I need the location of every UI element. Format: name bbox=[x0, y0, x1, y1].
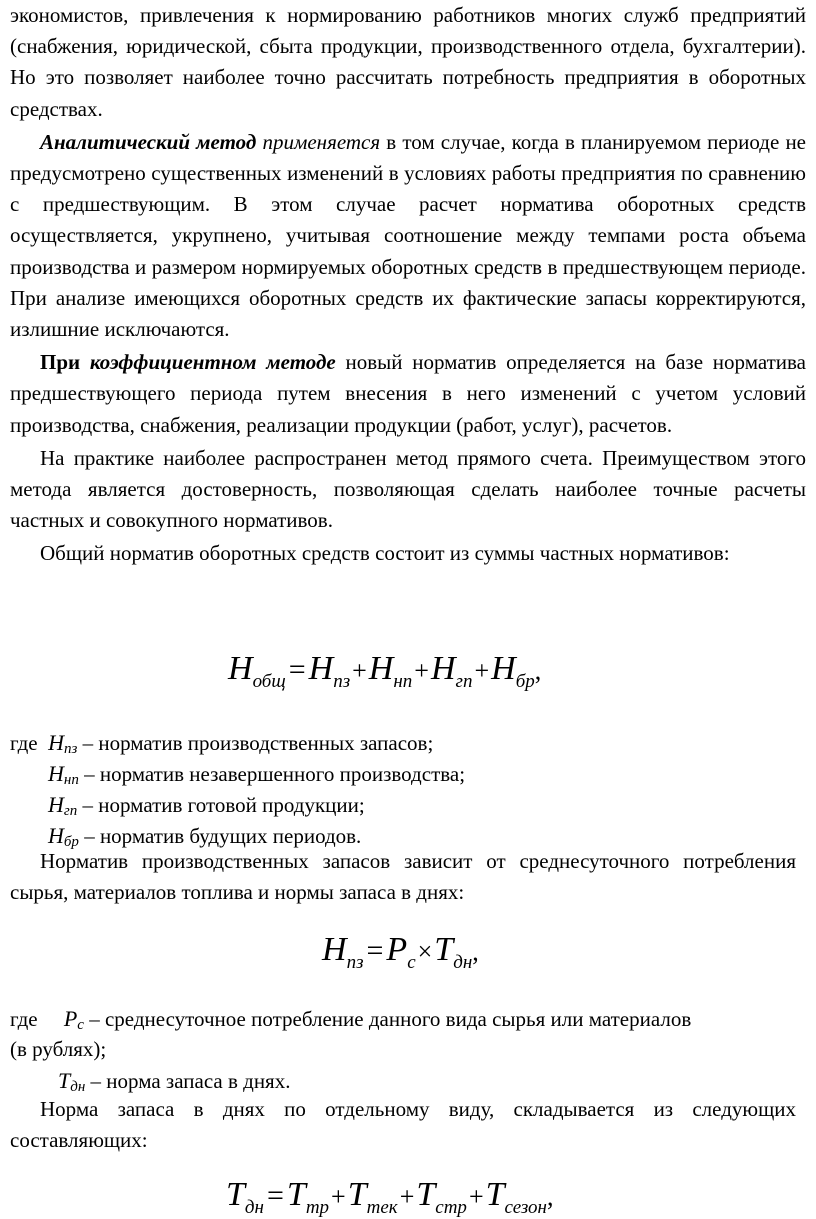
paragraph-coefficient-method bbox=[10, 347, 806, 441]
term-coefficient-method: коэффициентном методе bbox=[89, 350, 336, 375]
symbol-h-gp: $Н_{гп}$ bbox=[48, 792, 78, 819]
symbol-h: Н bbox=[228, 650, 253, 687]
formula-total-norm bbox=[228, 650, 542, 692]
plus-sign: + bbox=[331, 1182, 346, 1211]
paragraph-stock-norm: Норма запаса в днях по отдельному виду, складывается из следующих составляющих: bbox=[10, 1097, 796, 1153]
symbol-h-br: $Н_{бр}$ bbox=[48, 823, 79, 850]
definition-text: – среднесуточное потребление данного вида сырья или материалов bbox=[83, 1007, 692, 1031]
plus-sign: + bbox=[474, 656, 490, 685]
plus-sign: + bbox=[468, 1182, 484, 1211]
equals-sign: = bbox=[266, 1179, 284, 1212]
comma: , bbox=[534, 656, 542, 685]
comma: , bbox=[472, 937, 479, 966]
subscript-obsh: общ bbox=[252, 671, 286, 692]
symbol-h: Н bbox=[491, 650, 516, 687]
subscript-dn: дн bbox=[453, 952, 473, 973]
subscript-pz: пз bbox=[333, 671, 351, 692]
subscript-c: с bbox=[407, 952, 416, 973]
comma: , bbox=[546, 1182, 554, 1211]
definition-text: – норматив готовой продукции; bbox=[77, 793, 365, 817]
word-where: где bbox=[10, 1007, 38, 1031]
definition-text: – норматив производственных запасов; bbox=[77, 731, 434, 755]
symbol-h-np: $Н_{нп}$ bbox=[48, 761, 79, 788]
plus-sign: + bbox=[414, 656, 429, 685]
word-where: где bbox=[10, 731, 38, 755]
equals-sign: = bbox=[288, 653, 306, 686]
symbol-t-dn: $Т_{дн}$ bbox=[58, 1068, 86, 1095]
formula-stock-days bbox=[226, 1176, 554, 1218]
subscript-br: бр bbox=[515, 671, 535, 692]
analytical-method-text: в том случае, когда в планируемом периоде не предусмотрено существенных изменений в условиях работы предприятия по сравнению с предшествующим. В этом случае расчет норматива оборотных средств осуществляется, укрупнено, учитывая соотношение между темпами роста объема производства и размером нормируемых оборотных средств в предшествующем периоде. При анализе имеющихся оборотных средств их фактические запасы корректируются, излишние исключаются. bbox=[10, 129, 807, 342]
word-pri: При bbox=[40, 350, 81, 375]
paragraph-total-norm: Общий норматив оборотных средств состоит из суммы частных нормативов: bbox=[40, 541, 730, 566]
symbol-p: Р bbox=[386, 931, 408, 968]
symbol-p-c: $Р_с$ bbox=[63, 1006, 84, 1033]
subscript-tek: тек bbox=[366, 1197, 398, 1218]
plus-sign: + bbox=[399, 1182, 415, 1211]
definition-text: – норма запаса в днях. bbox=[85, 1069, 291, 1093]
paragraph-direct-count: На практике наиболее распространен метод прямого счета. Преимуществом этого метода является достоверность, позволяющая сделать наиболее точные расчеты частных и совокупного нормативов. bbox=[10, 445, 806, 533]
definition-text: – норматив незавершенного производства; bbox=[78, 762, 466, 786]
symbol-t: Т bbox=[347, 1176, 367, 1213]
paragraph-analytical-method bbox=[10, 127, 806, 345]
equals-sign: = bbox=[366, 934, 384, 967]
coefficient-method-text: новый норматив определяется на базе норматива предшествующего периода путем внесения в него изменений с учетом условий производства, снабжения, реализации продукции (работ, услуг), расчетов. bbox=[10, 350, 806, 437]
symbol-h: Н bbox=[322, 931, 347, 968]
symbol-t: Т bbox=[416, 1176, 436, 1213]
symbol-h: Н bbox=[308, 650, 334, 687]
where-line-pc bbox=[10, 1003, 691, 1041]
word-applied: применяется bbox=[262, 129, 381, 154]
symbol-h: Н bbox=[368, 650, 394, 687]
subscript-sezon: сезон bbox=[504, 1197, 547, 1218]
symbol-t: Т bbox=[226, 1176, 245, 1213]
subscript-np: нп bbox=[393, 671, 413, 692]
symbol-h: Н bbox=[430, 650, 456, 687]
symbol-t: Т bbox=[434, 931, 454, 968]
formula-production-stock bbox=[322, 931, 479, 973]
definition-text: – норматив будущих периодов. bbox=[78, 824, 362, 848]
paragraph-intro: экономистов, привлечения к нормированию работников многих служб предприятий (снабжения, юридической, сбыта продукции, производственного отдела, бухгалтерии). Но это позволяет наиболее точно рассчитать потребность предприятия в оборотных средствах. bbox=[10, 3, 806, 121]
times-sign: × bbox=[417, 937, 433, 966]
subscript-dn: дн bbox=[244, 1197, 264, 1218]
symbol-t: Т bbox=[485, 1176, 505, 1213]
subscript-gp: гп bbox=[455, 671, 473, 692]
symbol-h-pz: $Н_{пз}$ bbox=[48, 730, 78, 757]
document-page bbox=[10, 0, 806, 570]
subscript-tr: тр bbox=[305, 1197, 330, 1218]
paragraph-production-stock: Норматив производственных запасов зависит от среднесуточного потребления сырья, материалов топлива и нормы запаса в днях: bbox=[10, 849, 796, 905]
subscript-pz: пз bbox=[346, 952, 364, 973]
plus-sign: + bbox=[352, 656, 367, 685]
subscript-str: стр bbox=[435, 1197, 467, 1218]
term-analytical-method: Аналитический метод bbox=[40, 129, 257, 154]
symbol-t: Т bbox=[286, 1176, 306, 1213]
where-line-cont: (в рублях); bbox=[10, 1037, 107, 1061]
